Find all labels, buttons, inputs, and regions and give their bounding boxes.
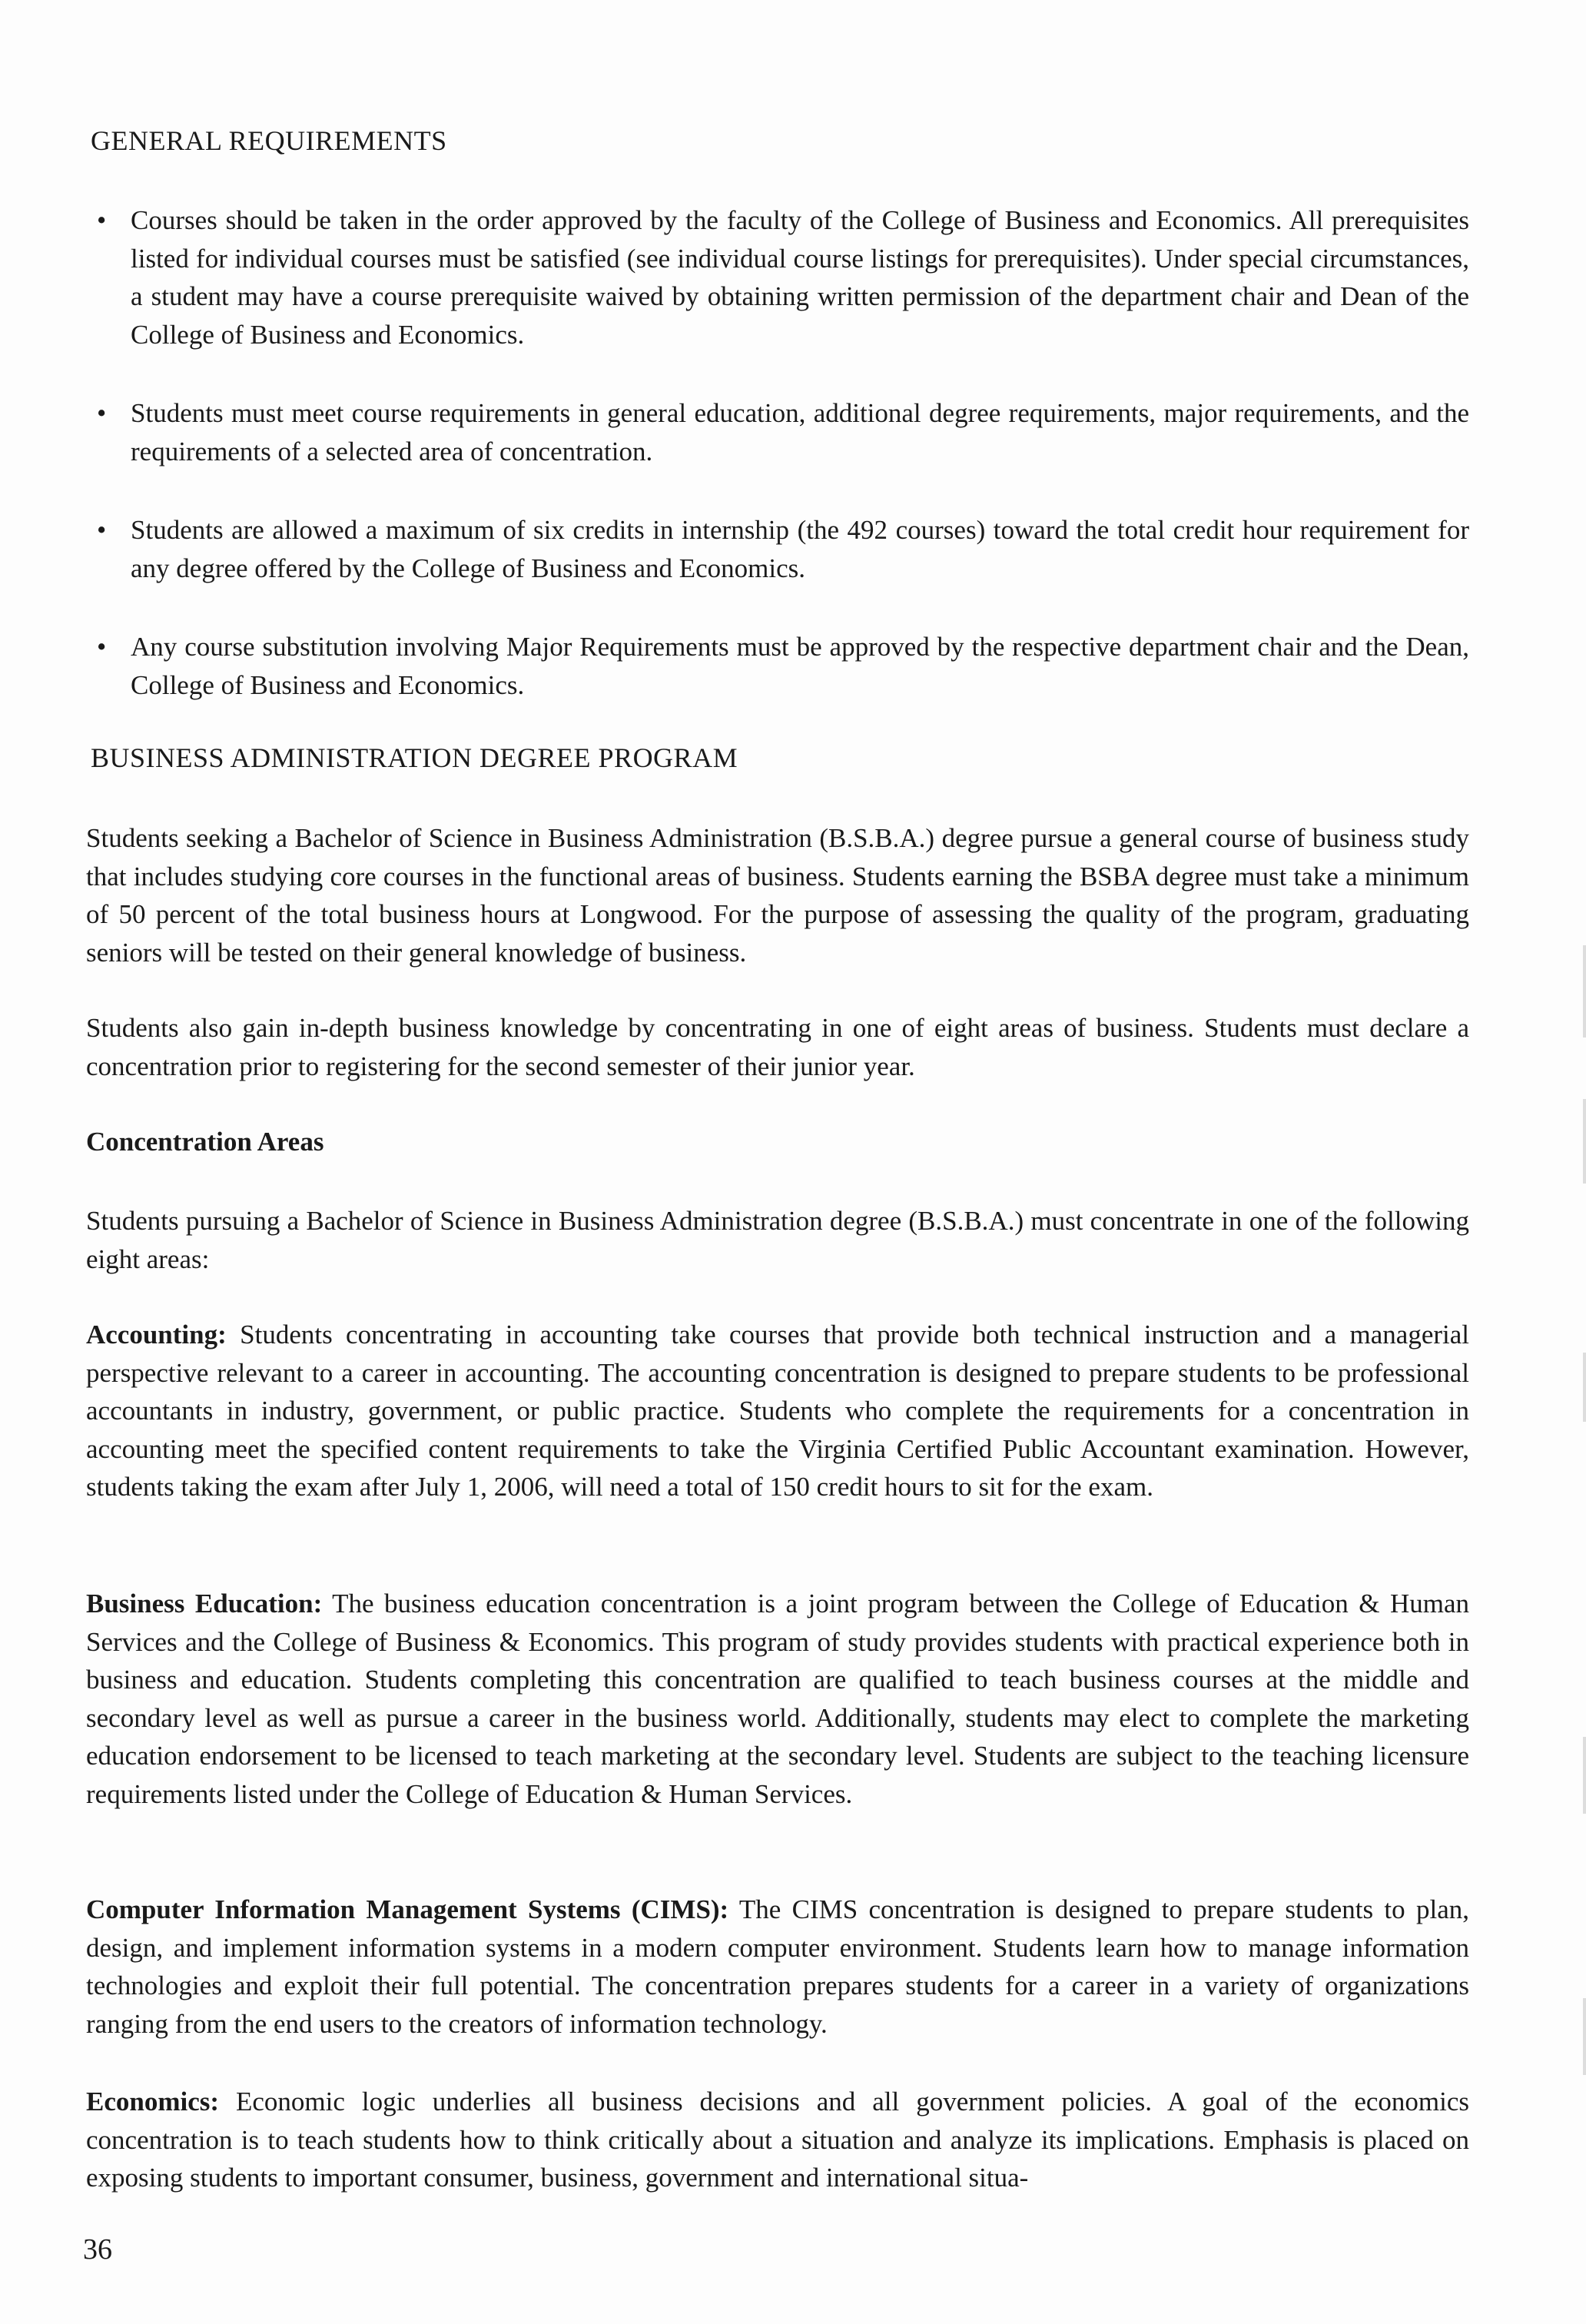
bullet-item (97, 201, 1469, 354)
scan-edge-mark (1583, 1737, 1586, 1814)
paragraph-eight-areas: Students pursuing a Bachelor of Science in Business Administration degree (B.S.B.A.) must concentrate in one of the following eight areas: (86, 1206, 1469, 1274)
scan-edge-mark (1583, 1099, 1586, 1184)
heading-general-requirements: GENERAL REQUIREMENTS (91, 125, 447, 156)
bullet-icon: • (97, 515, 107, 545)
area-text: The CIMS concentration is designed to prepare students to plan, design, and implement information systems in a modern computer environment. Students learn how to manage information technologies and exploit their full potential. The concentration prepares students for a career in a variety of organizations ranging from the end users to the creators of information technology. (86, 1894, 1469, 2039)
bullet-icon: • (97, 398, 107, 428)
bullet-text: Courses should be taken in the order approved by the faculty of the College of Business and Economics. All prerequisites listed for individual courses must be satisfied (see individual course listings for prerequisites). Under special circumstances, a student may have a course prerequisite waived by obtaining written permission of the department chair and Dean of the College of Business and Economics. (131, 205, 1469, 350)
heading-concentration-areas: Concentration Areas (86, 1127, 324, 1157)
area-economics (86, 2083, 1469, 2197)
page-number: 36 (83, 2233, 112, 2266)
area-text: Economic logic underlies all business decisions and all government policies. A goal of the economics concentration is to teach students how to think critically about a situation and analyze its implications. Emphasis is placed on exposing students to important consumer, business, government and international situa- (86, 2087, 1469, 2193)
area-term: Economics: (86, 2087, 220, 2116)
bullet-text: Any course substitution involving Major Requirements must be approved by the respective department chair and the Dean, College of Business and Economics. (131, 632, 1469, 700)
scan-edge-mark (1583, 1353, 1586, 1422)
bullet-text: Students must meet course requirements in general education, additional degree requirements, major requirements, and the requirements of a selected area of concentration. (131, 398, 1469, 466)
area-term: Accounting: (86, 1320, 227, 1350)
paragraph-concentration-intro: Students also gain in-depth business knowledge by concentrating in one of eight areas of business. Students must declare a concentration prior to registering for the second semester of their junior year. (86, 1013, 1469, 1081)
scan-edge-mark (1583, 945, 1586, 1038)
bullet-item (97, 511, 1469, 587)
bullet-icon: • (97, 632, 107, 662)
area-text: Students concentrating in accounting take courses that provide both technical instruction and a managerial perspective relevant to a career in accounting. The accounting concentration is designed to prepare students to be professional accountants in industry, government, or public practice. Students who complete the requirements for a concentration in accounting meet the specified content requirements to take the Virginia Certified Public Accountant examination. However, students taking the exam after July 1, 2006, will need a total of 150 credit hours to sit for the exam. (86, 1320, 1469, 1502)
bullet-item (97, 394, 1469, 470)
paragraph-bsba-overview: Students seeking a Bachelor of Science in Business Administration (B.S.B.A.) degree pursue a general course of business study that includes studying core courses in the functional areas of business. Students earning the BSBA degree must take a minimum of 50 percent of the total business hours at Longwood. For the purpose of assessing the quality of the program, graduating seniors will be tested on their general knowledge of business. (86, 823, 1469, 968)
bullet-item (97, 628, 1469, 704)
bullet-text: Students are allowed a maximum of six credits in internship (the 492 courses) toward the total credit hour requirement for any degree offered by the College of Business and Economics. (131, 515, 1469, 583)
bullet-icon: • (97, 205, 107, 235)
area-text: The business education concentration is a joint program between the College of Education & Human Services and the College of Business & Economics. This program of study provides students with practical experience both in business and education. Students completing this concentration are qualified to teach business courses at the middle and secondary level as well as pursue a career in the business world. Additionally, students may elect to complete the marketing education endorsement to be licensed to teach marketing at the secondary level. Students are subject to the teaching licensure requirements listed under the College of Education & Human Services. (86, 1589, 1469, 1809)
area-cims (86, 1891, 1469, 2043)
area-term: Business Education: (86, 1589, 323, 1618)
scan-edge-mark (1583, 1998, 1586, 2075)
area-business-education (86, 1585, 1469, 1813)
area-accounting (86, 1316, 1469, 1506)
area-term: Computer Information Management Systems (CIMS): (86, 1894, 729, 1924)
heading-business-administration: BUSINESS ADMINISTRATION DEGREE PROGRAM (91, 742, 738, 773)
